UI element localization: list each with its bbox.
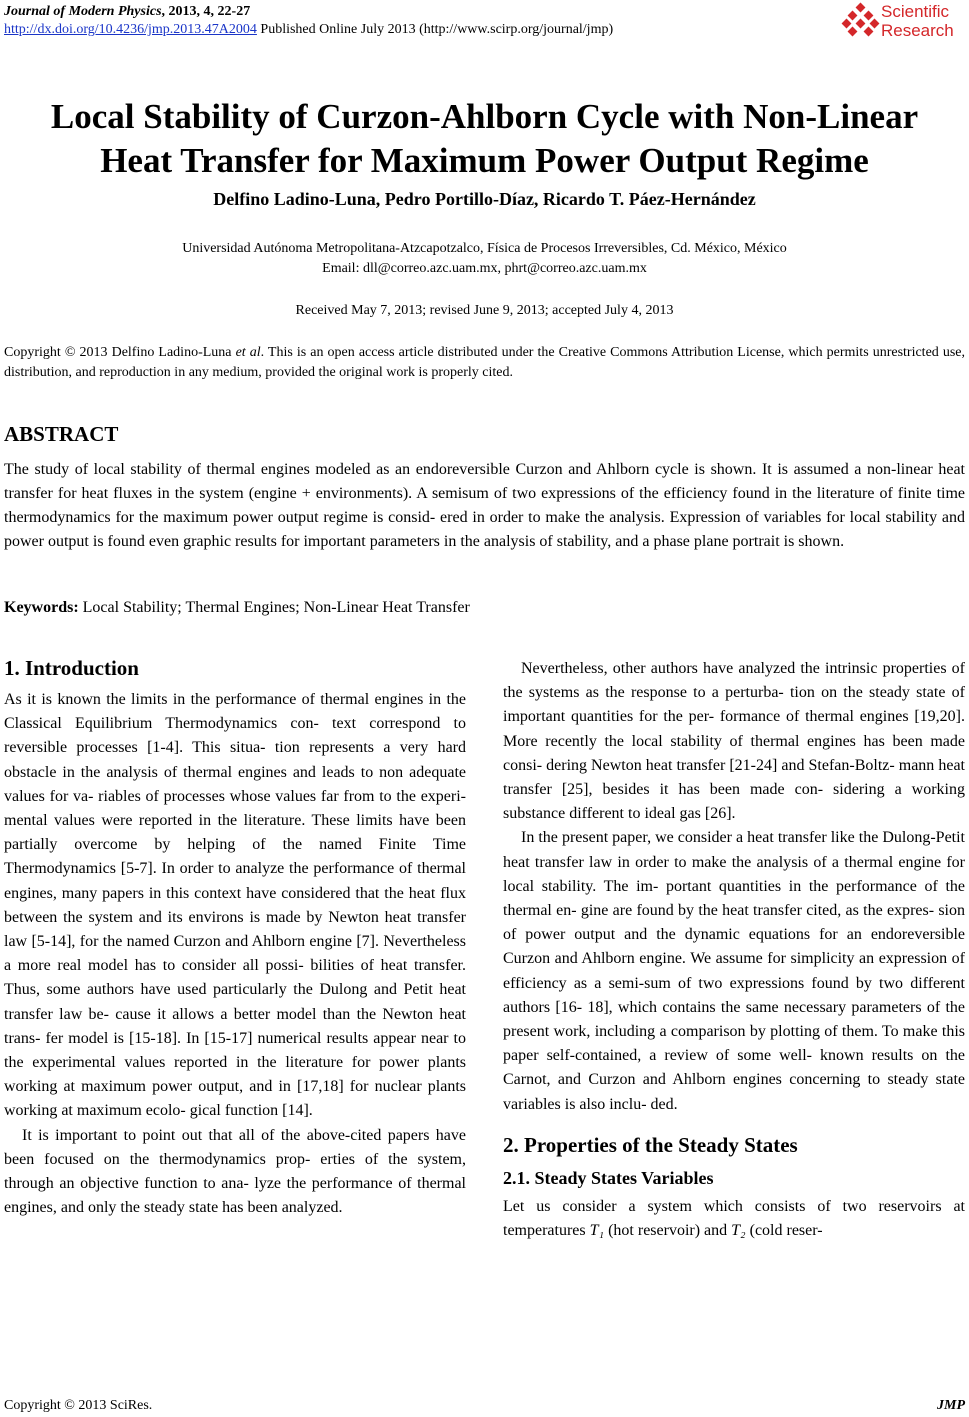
doi-link[interactable]: http://dx.doi.org/10.4236/jmp.2013.47A2004 [4,22,257,37]
section21-heading: 2.1. Steady States Variables [503,1167,714,1188]
scientific-research-logo-icon [843,4,879,40]
keywords-text: Local Stability; Thermal Engines; Non-Linear Heat Transfer [78,599,470,616]
received-dates: Received May 7, 2013; revised June 9, 2013; accepted July 4, 2013 [295,303,674,318]
s2-text-a: Let us consider a system which consists of two reservoirs at temperatures [503,1197,965,1240]
copyright-notice [4,343,965,383]
var-t2: T₂ [731,1222,746,1240]
journal-volume: , 2013, 4, 22-27 [161,4,251,19]
page-footer [4,1398,965,1414]
footer-copyright: Copyright © 2013 SciRes. [4,1398,153,1413]
copyright-part2: . This is an open access article distributed under the Creative Commons Attribution License, which permits unrestricted use, distribution, and reproduction in any medium, provided the original work is properly cited. [4,345,966,380]
copyright-etal: et al [235,345,261,360]
authors: Delfino Ladino-Luna, Pedro Portillo-Díaz, Ricardo T. Páez-Hernández [213,189,756,209]
abstract-text: The study of local stability of thermal engines modeled as an endoreversible Curzon and Ahlborn cycle is shown. It is assumed a non-linear heat transfer for heat fluxes in the system (engine + environments). A semisum of two expressions of the efficiency found in the literature of finite time thermodynamics for the maximum power output regime is consid- ered in order to make the analysis. Expression of variables for local stability and power output is found even graphic results for important parameters in the analysis of stability, and a phase plane portrait is shown. [4,461,965,550]
intro-paragraph-4: In the present paper, we consider a heat transfer like the Dulong-Petit heat transfer law in order to make the analysis of a thermal engine for local stability. The im- portant quantities in the performance of the thermal en- gine are found by the heat transfer cited, as the expres- sion of power output and the dynamic equations for an endoreversible Curzon and Ahlborn engine. We assume for simplicity an expression of efficiency as a semi-sum of two expressions found by two different authors [16- 18], which contains the same necessary parameters of the present work, including a comparison by plotting of them. To make this paper self-contained, a review of some well- known results on the Carnot, and Curzon and Ahlborn engines concerning to steady state variables is also inclu- ded. [503,829,965,1113]
doi-line [4,21,804,39]
keywords-label: Keywords: [4,599,79,616]
right-column [503,657,965,1243]
journal-name: Journal of Modern Physics [4,4,162,19]
s2-text-b: (hot reservoir) and [604,1222,732,1240]
var-t1: T₁ [589,1222,605,1240]
affiliation-block [0,239,969,279]
intro-paragraph-3: Nevertheless, other authors have analyzed the intrinsic properties of the systems as the response to a perturba- tion on the steady state of important quantities for the per- formance of thermal engines [19,20]. More recently the local stability of thermal engines has been made consi- dering Newton heat transfer [21-24] and Stefan-Boltz- mann heat transfer [25], besides it has been made con- sidering a working substance different to ideal gas [26]. [503,660,965,823]
title-line2: Heat Transfer for Maximum Power Output Regime [100,141,869,180]
footer-journal-abbrev: JMP [937,1398,965,1413]
copyright-part1: Copyright © 2013 Delfino Ladino-Luna [4,345,236,360]
title-line1: Local Stability of Curzon-Ahlborn Cycle with Non-Linear [50,97,919,136]
paper-title [0,95,969,183]
abstract-heading: ABSTRACT [4,422,119,446]
intro-paragraph-2: It is important to point out that all of the above-cited papers have been focused on the thermodynamics prop- erties of the system, through an objective function to ana- lyze the performance of thermal engines, and only the steady state has been analyzed. [4,1126,466,1217]
logo-line2: Research [881,21,954,40]
email: Email: dll@correo.azc.uam.mx, phrt@correo.azc.uam.mx [322,261,647,276]
section2-heading: 2. Properties of the Steady States [503,1132,798,1157]
logo-line1: Scientific [881,2,950,21]
journal-citation [4,3,804,21]
publisher-logo [843,2,965,42]
left-column [4,654,466,1220]
s2-text-c: (cold reser- [745,1222,823,1240]
keywords [4,597,965,619]
published-online: Published Online July 2013 (http://www.scirp.org/journal/jmp) [256,22,614,37]
affiliation: Universidad Autónoma Metropolitana-Atzcapotzalco, Física de Procesos Irreversibles, Cd. México, México [182,241,787,256]
section1-heading: 1. Introduction [4,656,139,680]
journal-header [4,3,804,39]
section2-paragraph-1 [503,1195,965,1243]
logo-text [881,2,954,40]
intro-paragraph-1: As it is known the limits in the performance of thermal engines in the Classical Equilibrium Thermodynamics con- text correspond to reversible processes [1-4]. This situa- tion represents a very hard obstacle in the analysis of thermal engines and leads to non adequate values for va- riables of processes whose values far from to the experi- mental values were reported in the literature. These limits have been partially overcome by helping of the named Finite Time Thermodynamics [5-7]. In order to analyze the performance of thermal engines, many papers in this context have considered that the heat flux between the system and its environs is made by Newton heat transfer law [5-14], for the named Curzon and Ahlborn engine [7]. Nevertheless a more real model has to consider all possi- bilities of heat transfer. Thus, some authors have used particularly the Dulong and Petit heat transfer law be- cause it allows a better model than the Newton heat trans- fer model is [15-18]. In [15-17] numerical results appear near to the experimental values reported in the literature for power plants working at maximum power output, and in [17,18] for nuclear plants working at maximum ecolo- gical function [14]. [4,691,466,1120]
